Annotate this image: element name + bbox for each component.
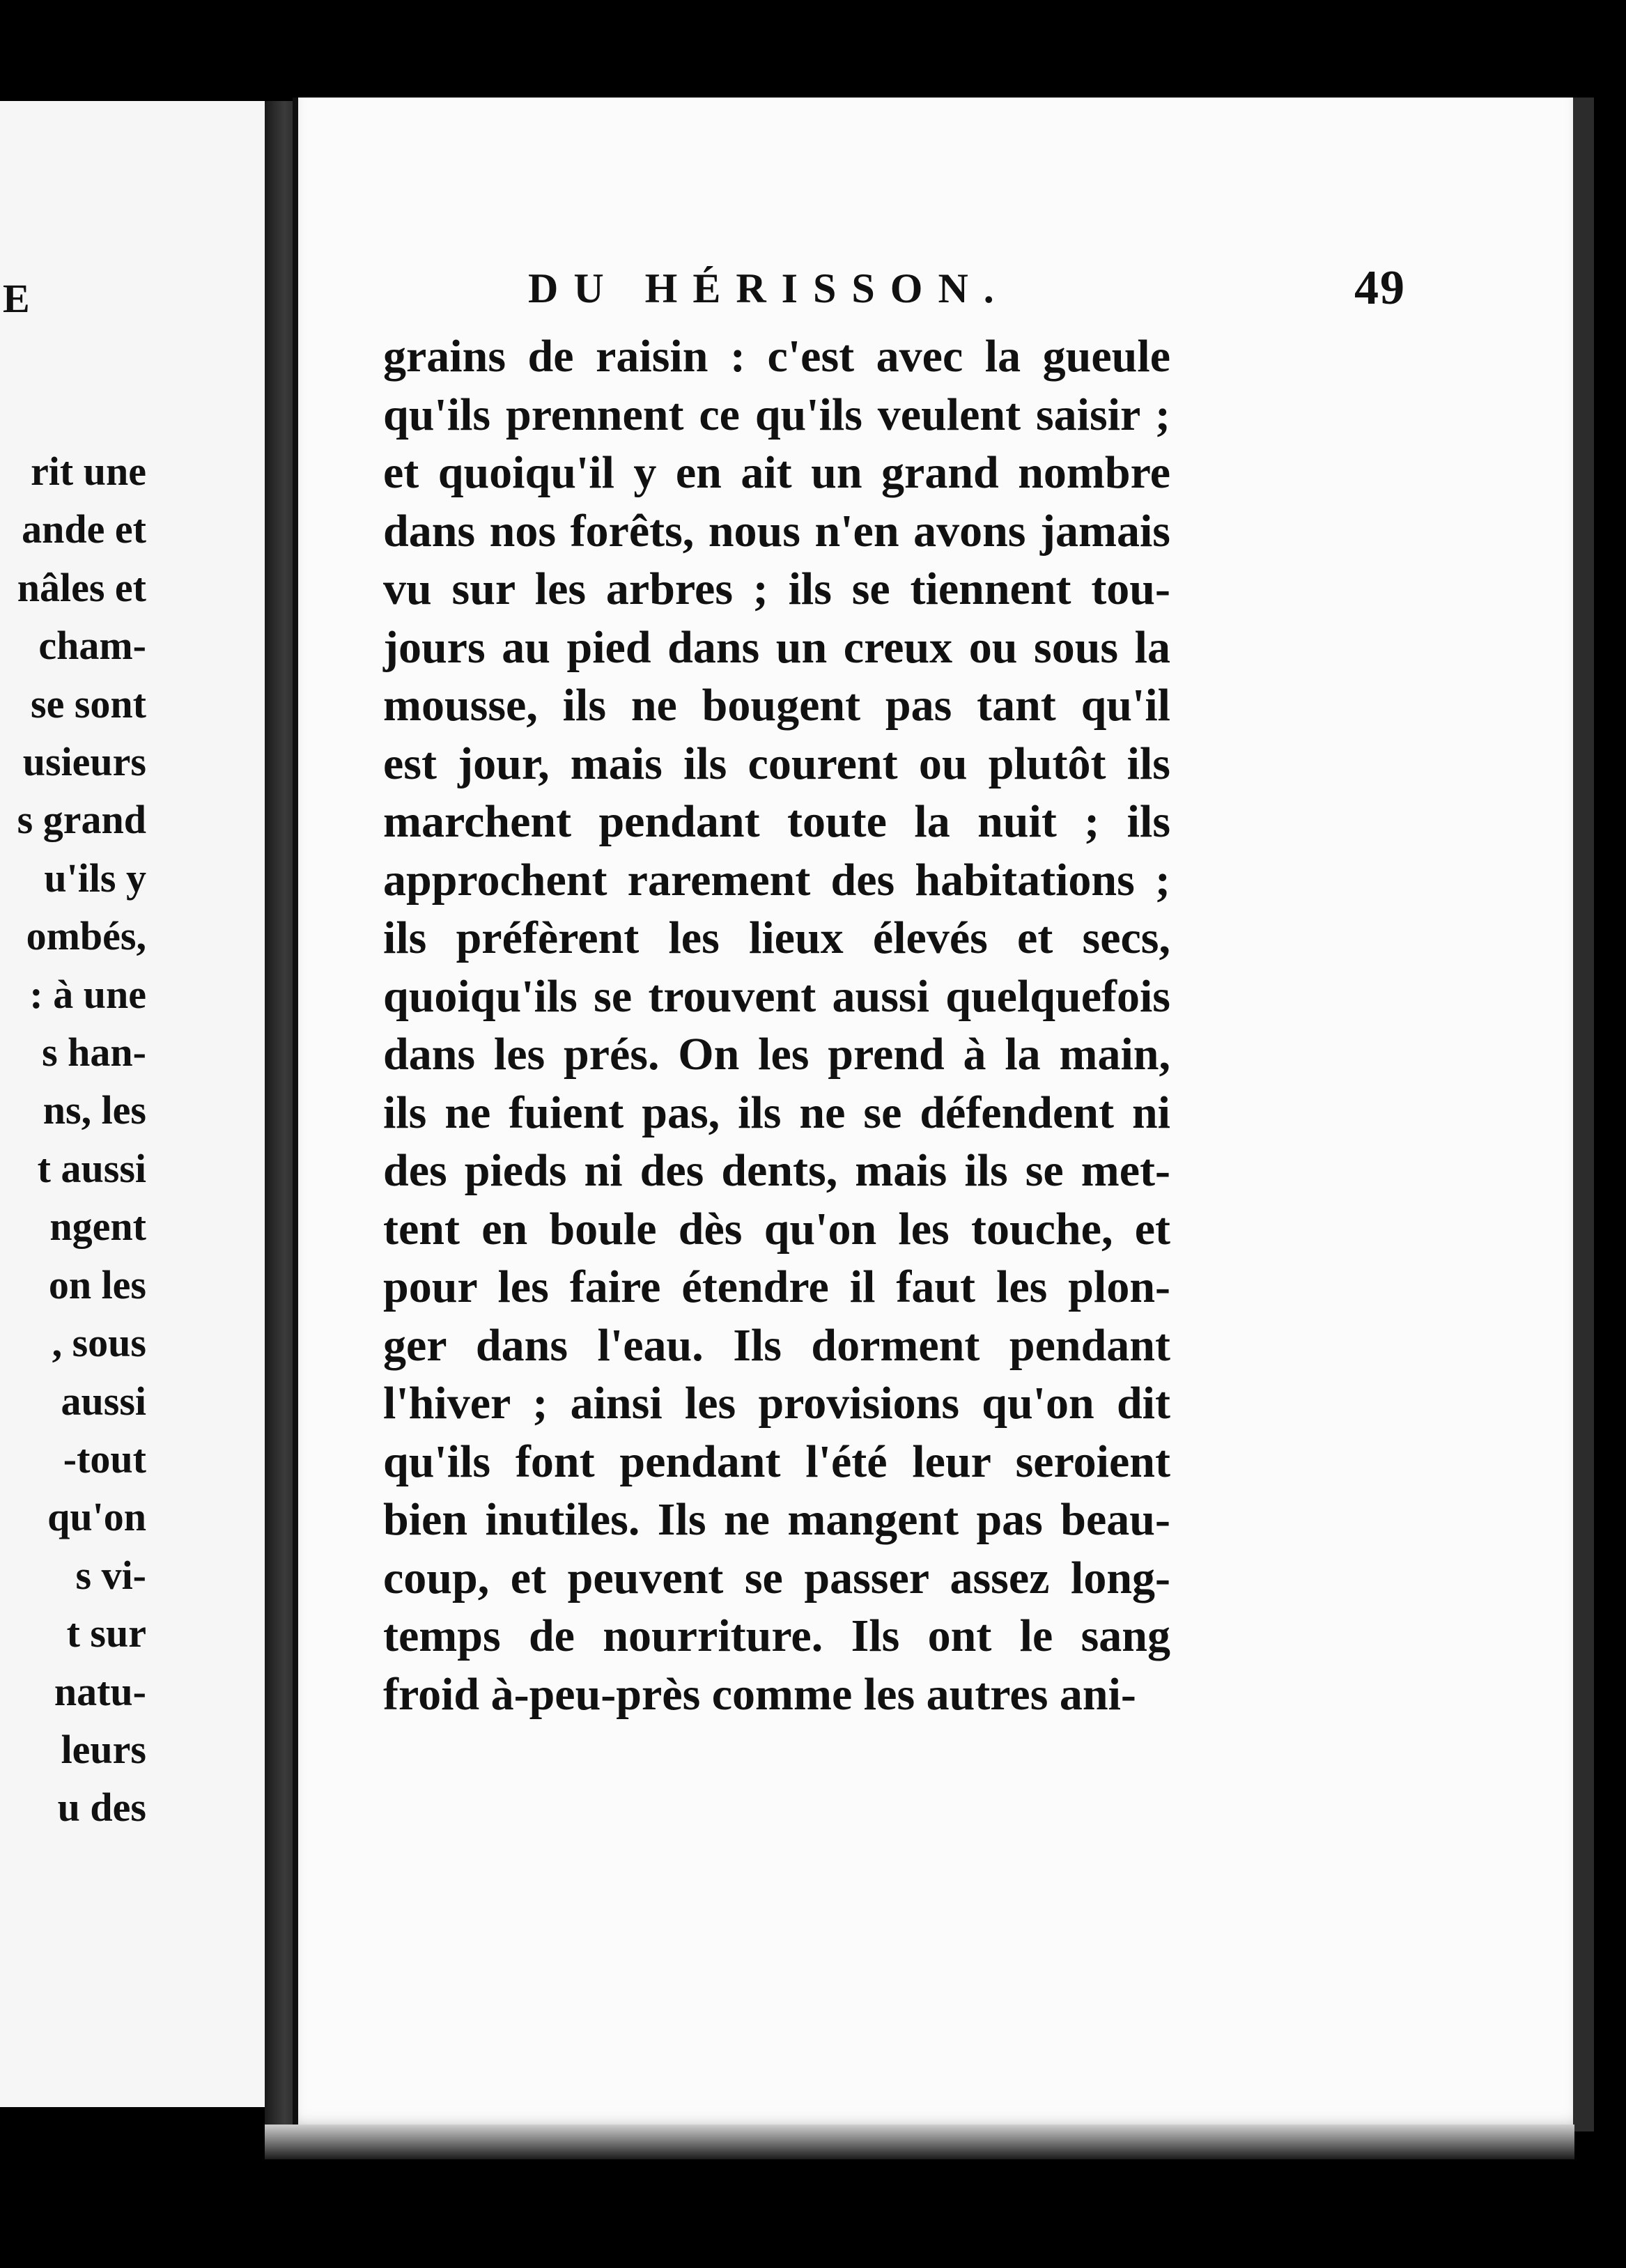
text-line: ger dans l'eau. Ils dorment pendant xyxy=(383,1319,1170,1371)
left-text-line: usieurs xyxy=(22,739,146,785)
text-line: approchent rarement des habitations ; xyxy=(383,854,1170,906)
text-line: ils préfèrent les lieux élevés et secs, xyxy=(383,912,1170,963)
left-text-line: s vi- xyxy=(75,1552,146,1598)
text-line: jours au pied dans un creux ou sous la xyxy=(383,621,1170,673)
text-line: grains de raisin : c'est avec la gueule xyxy=(383,331,1170,382)
left-text-line: s han- xyxy=(42,1030,146,1075)
text-line: bien inutiles. Ils ne mangent pas beau- xyxy=(383,1494,1170,1545)
left-text-line: se sont xyxy=(31,681,146,727)
text-line: est jour, mais ils courent ou plutôt ils xyxy=(383,738,1170,789)
left-text-line: ombés, xyxy=(26,913,146,959)
left-text-line: : à une xyxy=(29,971,146,1017)
left-text-line: leurs xyxy=(61,1726,146,1772)
left-text-line: ns, les xyxy=(42,1087,146,1133)
text-line: l'hiver ; ainsi les provisions qu'on dit xyxy=(383,1378,1170,1429)
left-text-line: natu- xyxy=(54,1668,146,1714)
left-text-line: ande et xyxy=(22,506,146,552)
left-page-fragment xyxy=(0,101,269,2107)
body-text xyxy=(383,327,1170,1723)
text-line: dans les prés. On les prend à la main, xyxy=(383,1029,1170,1080)
running-title: DU HÉRISSON. xyxy=(528,265,1009,311)
left-running-header-fragment: E xyxy=(3,276,34,321)
left-text-line: cham- xyxy=(38,623,146,669)
text-line: qu'ils prennent ce qu'ils veulent saisir ; xyxy=(383,389,1170,440)
page-number: 49 xyxy=(1354,261,1406,315)
left-text-line: rit une xyxy=(31,449,146,494)
page-bottom-edge xyxy=(265,2125,1574,2159)
text-line: quoiqu'ils se trouvent aussi quelquefois xyxy=(383,970,1170,1022)
text-line: froid à-peu-près comme les autres ani- xyxy=(383,1668,1136,1720)
left-text-line: t sur xyxy=(66,1610,146,1656)
left-text-line: qu'on xyxy=(47,1494,146,1540)
left-text-line: on les xyxy=(48,1261,146,1307)
left-text-line: nâles et xyxy=(17,564,146,610)
text-line: des pieds ni des dents, mais ils se met- xyxy=(383,1145,1170,1196)
text-line: marchent pendant toute la nuit ; ils xyxy=(383,796,1170,847)
text-line: temps de nourriture. Ils ont le sang xyxy=(383,1610,1170,1661)
left-text-line: u'ils y xyxy=(44,855,146,901)
left-text-line: , sous xyxy=(52,1320,146,1366)
text-line: coup, et peuvent se passer assez long- xyxy=(383,1552,1170,1603)
left-text-line: ngent xyxy=(49,1204,146,1250)
left-text-line: t aussi xyxy=(37,1145,146,1191)
text-line: vu sur les arbres ; ils se tiennent tou- xyxy=(383,564,1170,614)
left-text-line: -tout xyxy=(63,1436,146,1482)
right-page xyxy=(293,98,1594,2131)
left-page-text xyxy=(17,442,146,1837)
text-line: tent en boule dès qu'on les touche, et xyxy=(383,1203,1170,1255)
text-line: dans nos forêts, nous n'en avons jamais xyxy=(383,505,1170,557)
left-text-line: s grand xyxy=(17,797,146,843)
text-line: et quoiqu'il y en ait un grand nombre xyxy=(383,447,1170,498)
left-text-line: aussi xyxy=(61,1378,146,1424)
text-line: qu'ils font pendant l'été leur seroient xyxy=(383,1436,1170,1487)
text-line: ils ne fuient pas, ils ne se défendent ni xyxy=(383,1087,1170,1138)
text-line: mousse, ils ne bougent pas tant qu'il xyxy=(383,680,1170,731)
left-text-line: u des xyxy=(57,1785,146,1831)
text-line: pour les faire étendre il faut les plon- xyxy=(383,1261,1170,1312)
